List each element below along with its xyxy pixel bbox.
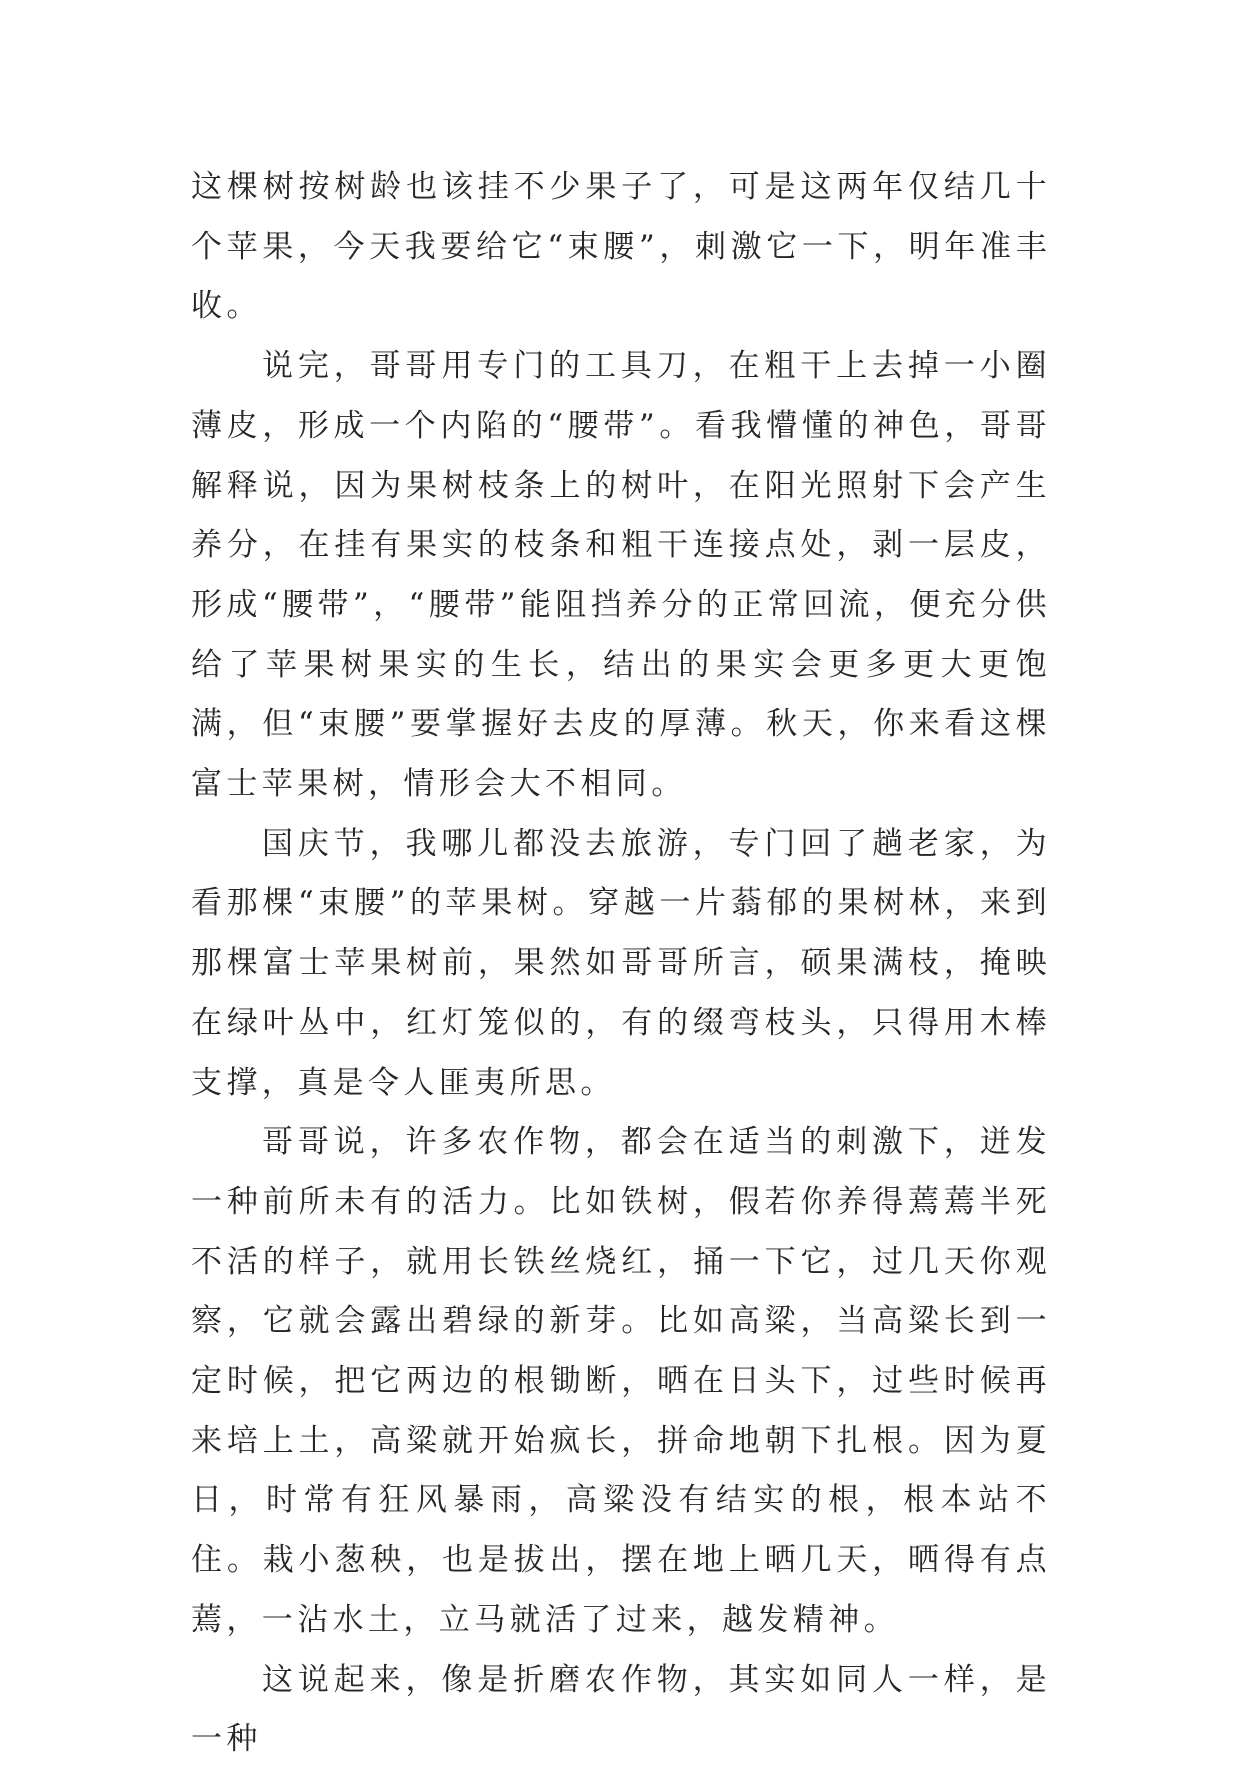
paragraph-4: 哥哥说，许多农作物，都会在适当的刺激下，迸发一种前所未有的活力。比如铁树，假若你养得蔫蔫半死不活的样子，就用长铁丝烧红，捅一下它，过几天你观察，它就会露出碧绿的新芽。比如高粱，当高粱长到一定时候，把它两边的根锄断，晒在日头下，过些时候再来培上土，高粱就开始疯长，拼命地朝下扎根。因为夏日，时常有狂风暴雨，高粱没有结实的根，根本站不住。栽小葱秧，也是拔出，摆在地上晒几天，晒得有点蔫，一沾水土，立马就活了过来，越发精神。 <box>191 1124 1051 1638</box>
body-text <box>191 158 1051 1770</box>
paragraph-1: 这棵树按树龄也该挂不少果子了，可是这两年仅结几十个苹果，今天我要给它“束腰”，刺激它一下，明年准丰收。 <box>191 169 1051 325</box>
paragraph-5: 这说起来，像是折磨农作物，其实如同人一样，是一种 <box>191 1661 1051 1758</box>
paragraph-2: 说完，哥哥用专门的工具刀，在粗干上去掉一小圈薄皮，形成一个内陷的“腰带”。看我懵懂的神色，哥哥解释说，因为果树枝条上的树叶，在阳光照射下会产生养分，在挂有果实的枝条和粗干连接点处，剥一层皮，形成“腰带”，“腰带”能阻挡养分的正常回流，便充分供给了苹果树果实的生长，结出的果实会更多更大更饱满，但“束腰”要掌握好去皮的厚薄。秋天，你来看这棵富士苹果树，情形会大不相同。 <box>191 348 1051 803</box>
paragraph-3: 国庆节，我哪儿都没去旅游，专门回了趟老家，为看那棵“束腰”的苹果树。穿越一片蓊郁的果树林，来到那棵富士苹果树前，果然如哥哥所言，硕果满枝，掩映在绿叶丛中，红灯笼似的，有的缀弯枝头，只得用木棒支撑，真是令人匪夷所思。 <box>191 825 1051 1101</box>
